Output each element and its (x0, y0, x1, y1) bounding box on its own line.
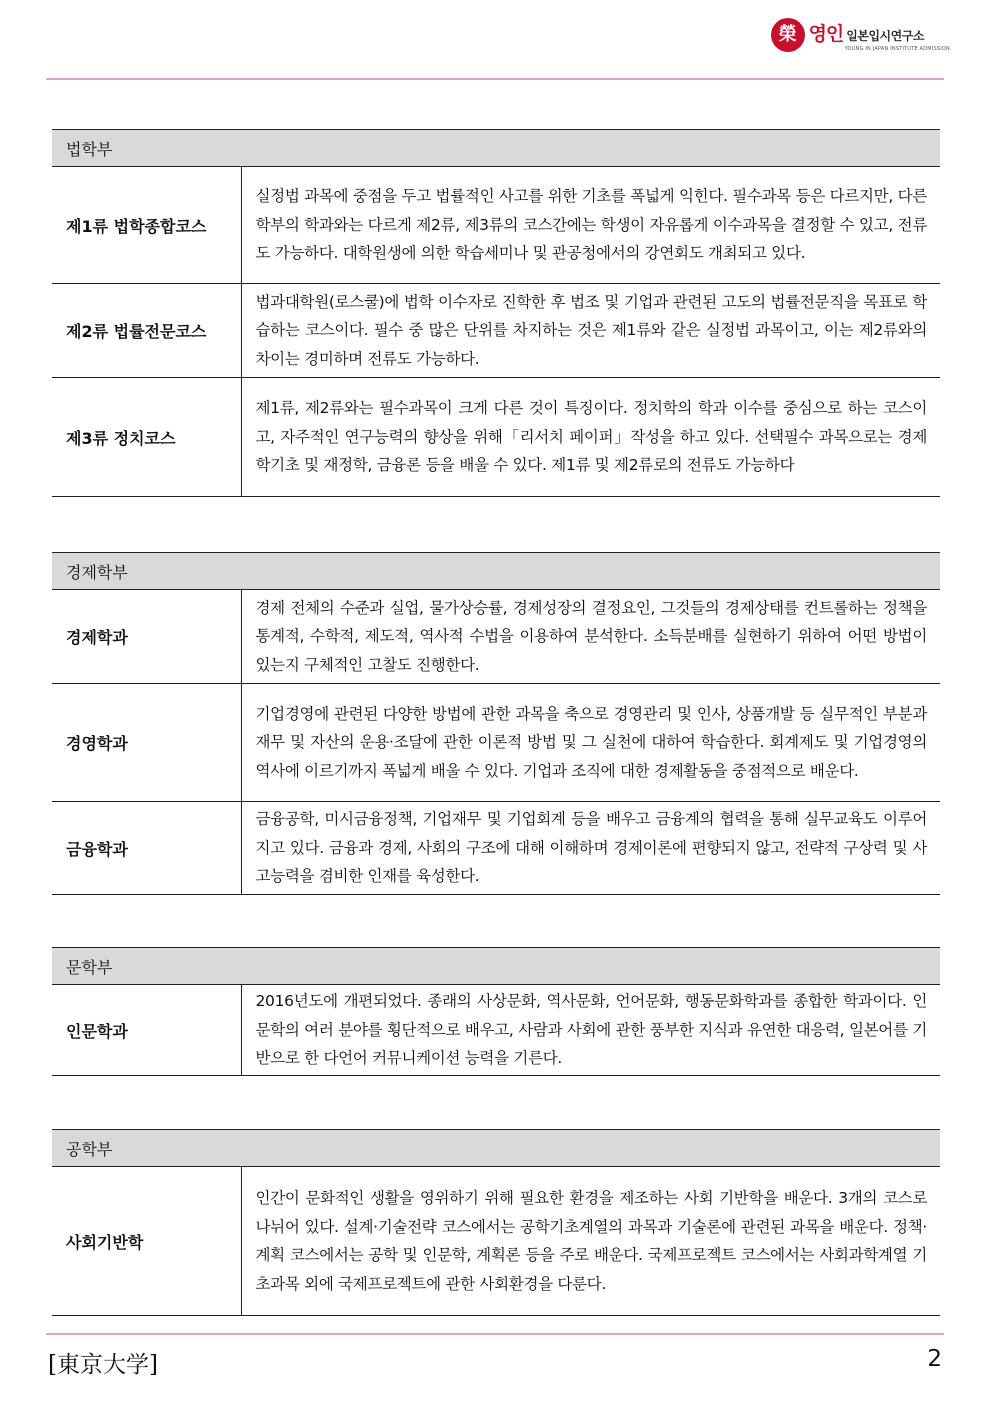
course-name: 사회기반학 (52, 1167, 241, 1316)
brand-subtitle: 일본입시연구소 (846, 28, 924, 43)
course-description: 경제 전체의 수준과 실업, 물가상승률, 경제성장의 결정요인, 그것들의 경제상태를 컨트롤하는 정책을 통계적, 수학적, 제도적, 역사적 수법을 이용하여 분석한다. 소득분배를 실현하기 위하여 어떤 방법이 있는지 구체적인 고찰도 진행한다. (241, 590, 940, 684)
table-row (52, 167, 940, 284)
course-name: 제2류 법률전문코스 (52, 284, 241, 378)
header-divider (46, 78, 944, 80)
section-table-engineering (52, 1129, 940, 1316)
brand-logo (771, 18, 950, 52)
course-description: 제1류, 제2류와는 필수과목이 크게 다른 것이 특징이다. 정치학의 학과 이수를 중심으로 하는 코스이고, 자주적인 연구능력의 향상을 위해「리서치 페이퍼」작성을 하고 있다. 선택필수 과목으로는 경제학기초 및 재정학, 금융론 등을 배울 수 있다. 제1류 및 제2류로의 전류도 가능하다 (241, 378, 940, 497)
section-title: 경제학부 (52, 553, 940, 590)
section-title: 공학부 (52, 1130, 940, 1167)
section-table-law (52, 129, 940, 497)
brand-name: 영인 (808, 22, 844, 45)
table-row (52, 284, 940, 378)
table-row (52, 985, 940, 1076)
table-row (52, 378, 940, 497)
course-name: 제3류 정치코스 (52, 378, 241, 497)
table-row (52, 590, 940, 684)
course-name: 경영학과 (52, 684, 241, 802)
section-table-literature (52, 947, 940, 1076)
course-description: 인간이 문화적인 생활을 영위하기 위해 필요한 환경을 제조하는 사회 기반학을 배운다. 3개의 코스로 나뉘어 있다. 설계·기술전략 코스에서는 공학기초계열의 과목과 기술론에 관련된 과목을 배운다. 정책·계획 코스에서는 공학 및 인문학, 계획론 등을 주로 배운다. 국제프로젝트 코스에서는 사회과학계열 기초과목 외에 국제프로젝트에 관한 사회환경을 다룬다. (241, 1167, 940, 1316)
table-row (52, 802, 940, 895)
table-row (52, 684, 940, 802)
table-row (52, 1167, 940, 1316)
section-table-economics (52, 552, 940, 895)
section-title: 문학부 (52, 948, 940, 985)
course-description: 법과대학원(로스쿨)에 법학 이수자로 진학한 후 법조 및 기업과 관련된 고도의 법률전문직을 목표로 학습하는 코스이다. 필수 중 많은 단위를 차지하는 것은 제1류와 같은 실정법 과목이고, 이는 제2류와의 차이는 경미하며 전류도 가능하다. (241, 284, 940, 378)
course-description: 실정법 과목에 중점을 두고 법률적인 사고를 위한 기초를 폭넓게 익힌다. 필수과목 등은 다르지만, 다른 학부의 학과와는 다르게 제2류, 제3류의 코스간에는 학생이 자유롭게 이수과목을 결정할 수 있고, 전류도 가능하다. 대학원생에 의한 학습세미나 및 관공청에서의 강연회도 개최되고 있다. (241, 167, 940, 284)
course-name: 제1류 법학종합코스 (52, 167, 241, 284)
course-name: 인문학과 (52, 985, 241, 1076)
school-name: [東京大学] (48, 1352, 158, 1378)
course-description: 2016년도에 개편되었다. 종래의 사상문화, 역사문화, 언어문화, 행동문화학과를 종합한 학과이다. 인문학의 여러 분야를 횡단적으로 배우고, 사람과 사회에 관한 풍부한 지식과 유연한 대응력, 일본어를 기반으로 한 다언어 커뮤니케이션 능력을 기른다. (241, 985, 940, 1076)
course-description: 금융공학, 미시금융정책, 기업재무 및 기업회계 등을 배우고 금융계의 협력을 통해 실무교육도 이루어지고 있다. 금융과 경제, 사회의 구조에 대해 이해하며 경제이론에 편향되지 않고, 전략적 구상력 및 사고능력을 겸비한 인재를 육성한다. (241, 802, 940, 895)
logo-seal-icon: 榮 (771, 18, 805, 52)
course-name: 경제학과 (52, 590, 241, 684)
footer-divider (46, 1333, 944, 1335)
section-title: 법학부 (52, 130, 940, 167)
course-description: 기업경영에 관련된 다양한 방법에 관한 과목을 축으로 경영관리 및 인사, 상품개발 등 실무적인 부분과 재무 및 자산의 운용·조달에 관한 이론적 방법 및 그 실천에 대하여 학습한다. 회계제도 및 기업경영의 역사에 이르기까지 폭넓게 배울 수 있다. 기업과 조직에 대한 경제활동을 중점적으로 배운다. (241, 684, 940, 802)
course-name: 금융학과 (52, 802, 241, 895)
brand-text (809, 19, 950, 52)
page-number: 2 (927, 1346, 942, 1372)
brand-english: YOUNG IN JAPAN INSTITUTE ADMISSION (844, 45, 950, 52)
